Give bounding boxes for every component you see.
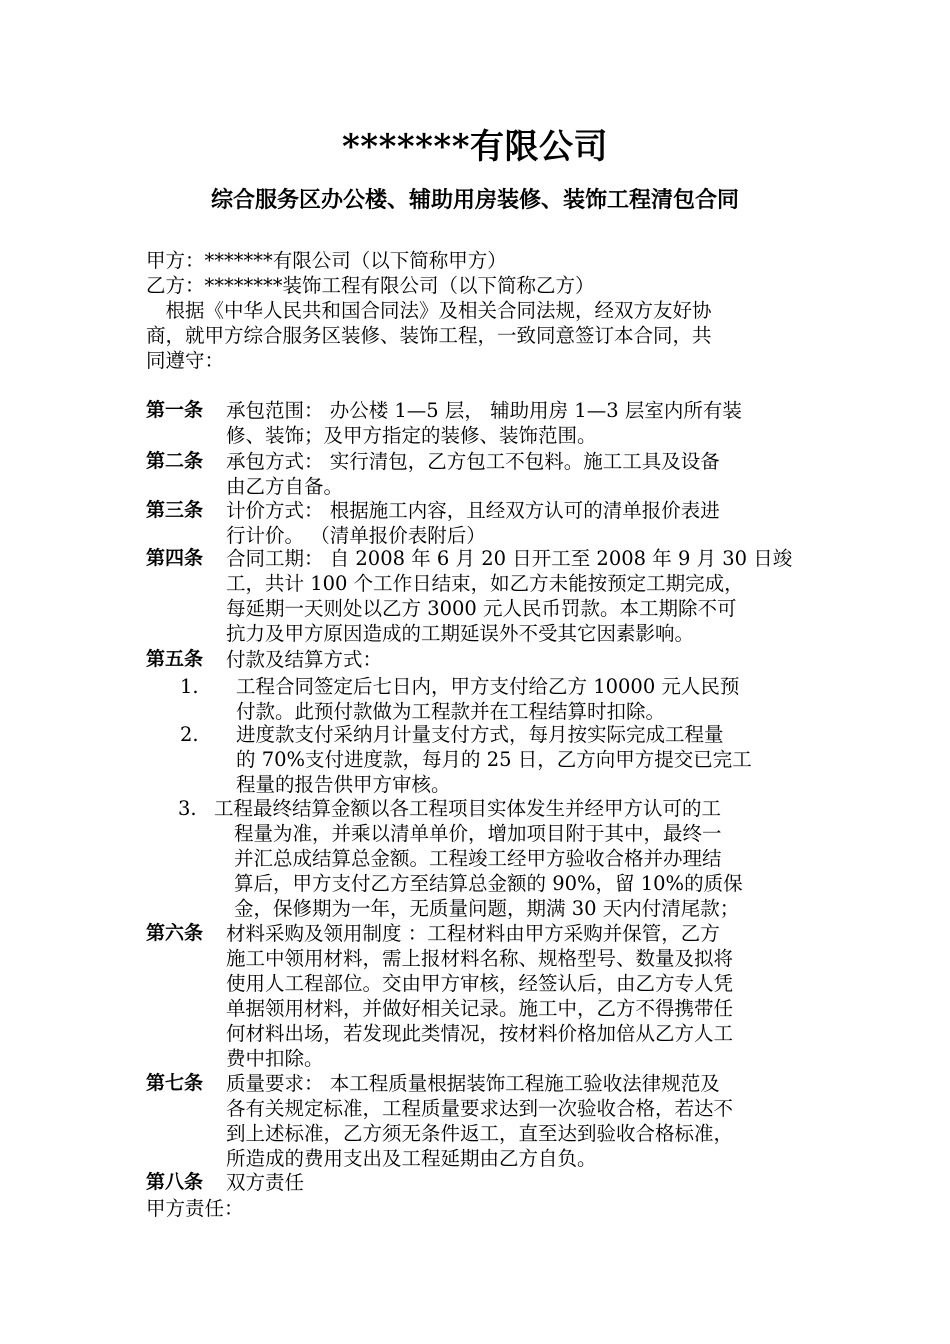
article-body xyxy=(226,546,816,646)
article-line: 计价方式： 根据施工内容，且经双方认可的清单报价表进 xyxy=(226,499,720,522)
article-body xyxy=(226,921,816,1071)
item-number: 2. xyxy=(180,723,199,746)
article-line: 双方责任 xyxy=(226,1171,305,1194)
preamble-line: 同遵守： xyxy=(146,349,225,372)
article-line: 工，共计 100 个工作日结束，如乙方未能按预定工期完成， xyxy=(226,572,744,595)
article-line: 抗力及甲方原因造成的工期延误外不受其它因素影响。 xyxy=(226,622,695,645)
article-line: 质量要求： 本工程质量根据装饰工程施工验收法律规范及 xyxy=(226,1072,720,1095)
payment-item-3 xyxy=(146,796,814,921)
footer-block xyxy=(146,1196,814,1221)
article-line: 由乙方自备。 xyxy=(226,475,344,498)
article-line: 行计价。 （清单报价表附后） xyxy=(226,524,486,547)
item-line: 并汇总成结算总金额。工程竣工经甲方验收合格并办理结 xyxy=(234,847,722,870)
article-line: 到上述标准，乙方须无条件返工，直至达到验收合格标准， xyxy=(226,1122,734,1145)
document-title: *******有限公司 xyxy=(342,127,608,167)
intro-block xyxy=(146,248,814,373)
party-a-responsibility-heading: 甲方责任： xyxy=(146,1197,244,1220)
article-line: 承包方式： 实行清包，乙方包工不包料。施工工具及设备 xyxy=(226,450,720,473)
article-label: 第七条 xyxy=(146,1072,204,1094)
article-line: 修、装饰；及甲方指定的装修、装饰范围。 xyxy=(226,424,597,447)
party-b-line: 乙方：********装饰工程有限公司（以下简称乙方） xyxy=(146,274,595,297)
article-line: 单据领用材料，并做好相关记录。施工中，乙方不得携带任 xyxy=(226,997,734,1020)
article-line: 所造成的费用支出及工程延期由乙方自负。 xyxy=(226,1147,597,1170)
item-number: 3. xyxy=(178,797,197,820)
item-line: 付款。此预付款做为工程款并在工程结算时扣除。 xyxy=(236,700,666,723)
article-body xyxy=(226,398,816,448)
article-body xyxy=(226,647,816,672)
article-line: 承包范围： 办公楼 1—5 层， 辅助用房 1—3 层室内所有装 xyxy=(226,399,742,422)
preamble-line: 根据《中华人民共和国合同法》及相关合同法规，经双方友好协 xyxy=(146,299,712,322)
article-line: 合同工期： 自 2008 年 6 月 20 日开工至 2008 年 9 月 30 日竣 xyxy=(226,547,793,570)
article-line: 付款及结算方式： xyxy=(226,648,383,671)
article-label: 第三条 xyxy=(146,499,204,521)
item-line: 的 70%支付进度款，每月的 25 日，乙方向甲方提交已完工 xyxy=(236,748,752,771)
item-line: 工程合同签定后七日内，甲方支付给乙方 10000 元人民预 xyxy=(236,675,740,698)
payment-item-1 xyxy=(146,674,814,724)
article-label: 第四条 xyxy=(146,547,204,569)
party-a-line: 甲方：*******有限公司（以下简称甲方） xyxy=(146,249,507,272)
item-line: 算后，甲方支付乙方至结算总金额的 90%，留 10%的质保 xyxy=(234,872,743,895)
item-line: 进度款支付采纳月计量支付方式，每月按实际完成工程量 xyxy=(236,723,724,746)
article-body xyxy=(226,449,816,499)
article-body xyxy=(226,1071,816,1171)
article-line: 材料采购及领用制度 ：工程材料由甲方采购并保管，乙方 xyxy=(226,922,720,945)
article-label: 第八条 xyxy=(146,1171,204,1193)
item-number: 1. xyxy=(180,675,199,698)
item-line: 工程最终结算金额以各工程项目实体发生并经甲方认可的工 xyxy=(214,797,722,820)
article-label: 第二条 xyxy=(146,450,204,472)
payment-item-2 xyxy=(146,722,814,797)
item-line: 程量为准，并乘以清单单价，增加项目附于其中，最终一 xyxy=(234,822,722,845)
document-subtitle: 综合服务区办公楼、辅助用房装修、装饰工程清包合同 xyxy=(210,187,739,213)
article-body xyxy=(226,498,816,548)
article-label: 第六条 xyxy=(146,922,204,944)
article-label: 第五条 xyxy=(146,648,204,670)
article-line: 各有关规定标准，工程质量要求达到一次验收合格，若达不 xyxy=(226,1097,734,1120)
article-line: 费中扣除。 xyxy=(226,1047,324,1070)
item-line: 金，保修期为一年，无质量问题，期满 30 天内付清尾款； xyxy=(234,897,740,920)
preamble-line: 商，就甲方综合服务区装修、装饰工程，一致同意签订本合同，共 xyxy=(146,324,712,347)
article-line: 每延期一天则处以乙方 3000 元人民币罚款。本工期除不可 xyxy=(226,597,737,620)
article-body xyxy=(226,1170,816,1195)
article-line: 使用人工程部位。交由甲方审核，经签认后，由乙方专人凭 xyxy=(226,972,734,995)
item-line: 程量的报告供甲方审核。 xyxy=(236,773,451,796)
article-label: 第一条 xyxy=(146,399,204,421)
article-line: 何材料出场，若发现此类情况，按材料价格加倍从乙方人工 xyxy=(226,1022,734,1045)
article-line: 施工中领用材料，需上报材料名称、规格型号、数量及拟将 xyxy=(226,947,734,970)
